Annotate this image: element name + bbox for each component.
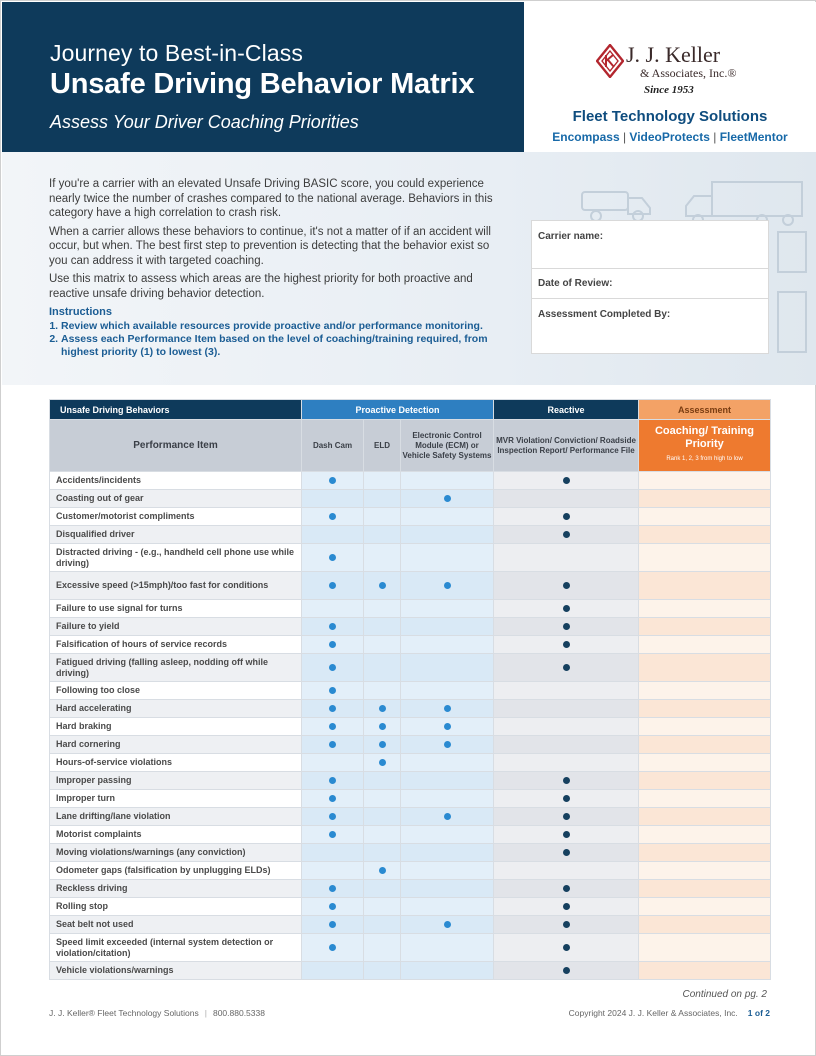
dot-marker-icon — [563, 623, 570, 630]
link-fleetmentor[interactable]: FleetMentor — [719, 130, 788, 144]
cell-mvr — [494, 808, 639, 826]
performance-item: Coasting out of gear — [50, 490, 302, 508]
completed-by-label: Assessment Completed By: — [538, 309, 671, 320]
matrix-row — [50, 826, 771, 844]
dot-marker-icon — [444, 741, 451, 748]
cell-eld — [364, 736, 401, 754]
matrix-row — [50, 962, 771, 980]
dot-marker-icon — [563, 795, 570, 802]
dot-marker-icon — [329, 687, 336, 694]
coaching-priority-input[interactable] — [639, 772, 771, 790]
cell-eld — [364, 772, 401, 790]
dot-marker-icon — [379, 741, 386, 748]
cell-dash — [302, 808, 364, 826]
continued-note: Continued on pg. 2 — [682, 989, 767, 1000]
instruction-item: 1. Review which available resources provide proactive and/or performance monitoring. — [61, 320, 501, 333]
cell-ecm — [401, 718, 494, 736]
cell-ecm — [401, 898, 494, 916]
performance-item: Vehicle violations/warnings — [50, 962, 302, 980]
coaching-priority-input[interactable] — [639, 898, 771, 916]
cell-mvr — [494, 490, 639, 508]
cell-ecm — [401, 916, 494, 934]
dot-marker-icon — [563, 605, 570, 612]
dot-marker-icon — [329, 795, 336, 802]
cell-ecm — [401, 600, 494, 618]
cell-mvr — [494, 654, 639, 682]
performance-item: Customer/motorist compliments — [50, 508, 302, 526]
cell-ecm — [401, 844, 494, 862]
completed-by-field[interactable] — [532, 299, 768, 353]
matrix-row — [50, 754, 771, 772]
link-encompass[interactable]: Encompass — [552, 130, 620, 144]
cell-mvr — [494, 682, 639, 700]
dot-marker-icon — [329, 477, 336, 484]
coaching-priority-label: Coaching/ Training Priority — [654, 425, 754, 450]
dot-marker-icon — [379, 582, 386, 589]
coaching-priority-input[interactable] — [639, 682, 771, 700]
cell-dash — [302, 772, 364, 790]
date-of-review-label: Date of Review: — [538, 278, 613, 289]
cell-dash — [302, 544, 364, 572]
matrix-row — [50, 508, 771, 526]
performance-item: Accidents/incidents — [50, 472, 302, 490]
cell-ecm — [401, 472, 494, 490]
group-header-behaviors: Unsafe Driving Behaviors — [50, 400, 302, 420]
cell-dash — [302, 618, 364, 636]
dot-marker-icon — [563, 664, 570, 671]
cell-ecm — [401, 808, 494, 826]
behavior-matrix-table — [49, 399, 771, 980]
cell-ecm — [401, 544, 494, 572]
cell-eld — [364, 826, 401, 844]
carrier-name-field[interactable] — [532, 221, 768, 269]
cell-dash — [302, 636, 364, 654]
dot-marker-icon — [444, 705, 451, 712]
coaching-priority-input[interactable] — [639, 754, 771, 772]
cell-ecm — [401, 736, 494, 754]
intro-paragraph-1: If you're a carrier with an elevated Unsafe Driving BASIC score, you could experience nearly twice the number of crashes compared to the national average. Behaviors in this category have a high correlation to crash risk. — [49, 178, 493, 219]
cell-ecm — [401, 772, 494, 790]
cell-dash — [302, 736, 364, 754]
cell-ecm — [401, 618, 494, 636]
cell-eld — [364, 654, 401, 682]
performance-item: Improper passing — [50, 772, 302, 790]
cell-mvr — [494, 508, 639, 526]
dot-marker-icon — [563, 849, 570, 856]
performance-item: Reckless driving — [50, 880, 302, 898]
coaching-priority-input[interactable] — [639, 808, 771, 826]
road-lines-icon — [772, 222, 812, 382]
cell-dash — [302, 962, 364, 980]
cell-mvr — [494, 962, 639, 980]
logo-name: J. J. Keller — [626, 42, 721, 67]
coaching-priority-input[interactable] — [639, 490, 771, 508]
cell-eld — [364, 508, 401, 526]
col-header-performance-item: Performance Item — [50, 420, 302, 472]
group-header-reactive: Reactive — [494, 400, 639, 420]
cell-mvr — [494, 934, 639, 962]
intro-paragraph-3: Use this matrix to assess which areas are the highest priority for both proactive and reactive unsafe driving behavior detection. — [49, 273, 473, 300]
matrix-row — [50, 772, 771, 790]
matrix-row — [50, 490, 771, 508]
page-title: Unsafe Driving Behavior Matrix — [50, 68, 475, 100]
cell-eld — [364, 636, 401, 654]
date-of-review-field[interactable] — [532, 269, 768, 299]
coaching-priority-input[interactable] — [639, 736, 771, 754]
cell-eld — [364, 880, 401, 898]
dot-marker-icon — [379, 705, 386, 712]
diamond-logo-icon — [596, 44, 624, 78]
dot-marker-icon — [329, 623, 336, 630]
coaching-priority-input[interactable] — [639, 600, 771, 618]
footer-brand: J. J. Keller® Fleet Technology Solutions — [49, 1008, 199, 1018]
performance-item: Rolling stop — [50, 898, 302, 916]
fts-title: Fleet Technology Solutions — [572, 108, 768, 125]
cell-dash — [302, 826, 364, 844]
cell-dash — [302, 508, 364, 526]
cell-eld — [364, 490, 401, 508]
matrix-row — [50, 844, 771, 862]
dot-marker-icon — [329, 705, 336, 712]
dot-marker-icon — [444, 723, 451, 730]
matrix-row — [50, 790, 771, 808]
coaching-priority-input[interactable] — [639, 844, 771, 862]
dot-marker-icon — [563, 813, 570, 820]
coaching-priority-input[interactable] — [639, 700, 771, 718]
cell-eld — [364, 754, 401, 772]
cell-mvr — [494, 844, 639, 862]
cell-eld — [364, 472, 401, 490]
dot-marker-icon — [563, 777, 570, 784]
cell-mvr — [494, 526, 639, 544]
dot-marker-icon — [563, 582, 570, 589]
cell-dash — [302, 472, 364, 490]
cell-eld — [364, 844, 401, 862]
page-subtitle: Assess Your Driver Coaching Priorities — [50, 112, 359, 132]
group-header-proactive: Proactive Detection — [302, 400, 494, 420]
header-banner — [2, 2, 524, 152]
performance-item: Disqualified driver — [50, 526, 302, 544]
cell-eld — [364, 600, 401, 618]
intro-text — [49, 177, 501, 359]
cell-ecm — [401, 962, 494, 980]
dot-marker-icon — [329, 741, 336, 748]
cell-mvr — [494, 544, 639, 572]
dot-marker-icon — [563, 531, 570, 538]
cell-dash — [302, 790, 364, 808]
dot-marker-icon — [379, 759, 386, 766]
matrix-row — [50, 472, 771, 490]
cell-dash — [302, 700, 364, 718]
matrix-row — [50, 934, 771, 962]
link-videoprotects[interactable]: VideoProtects — [629, 130, 710, 144]
cell-dash — [302, 916, 364, 934]
performance-item: Hard cornering — [50, 736, 302, 754]
intro-paragraph-2: When a carrier allows these behaviors to continue, it's not a matter of if an accident will occur, but when. The best first step to prevention is detecting that the behavior exist so you can address it with targeted coaching. — [49, 225, 491, 267]
performance-item: Fatigued driving (falling asleep, nodding off while driving) — [50, 654, 302, 682]
performance-item: Falsification of hours of service records — [50, 636, 302, 654]
performance-item: Hard accelerating — [50, 700, 302, 718]
coaching-priority-input[interactable] — [639, 718, 771, 736]
cell-eld — [364, 962, 401, 980]
cell-dash — [302, 898, 364, 916]
cell-eld — [364, 934, 401, 962]
matrix-row — [50, 916, 771, 934]
cell-ecm — [401, 700, 494, 718]
cell-dash — [302, 880, 364, 898]
cell-eld — [364, 790, 401, 808]
dot-marker-icon — [444, 582, 451, 589]
brand-panel — [524, 2, 816, 152]
logo-assoc: & Associates, Inc.® — [640, 66, 737, 80]
cell-eld — [364, 808, 401, 826]
matrix-row — [50, 600, 771, 618]
cell-mvr — [494, 916, 639, 934]
coaching-priority-input[interactable] — [639, 526, 771, 544]
dot-marker-icon — [329, 723, 336, 730]
dot-marker-icon — [563, 513, 570, 520]
cell-eld — [364, 718, 401, 736]
cell-mvr — [494, 600, 639, 618]
coaching-priority-input[interactable] — [639, 472, 771, 490]
performance-item: Hours-of-service violations — [50, 754, 302, 772]
dot-marker-icon — [329, 641, 336, 648]
cell-dash — [302, 600, 364, 618]
coaching-priority-input[interactable] — [639, 916, 771, 934]
dot-marker-icon — [563, 921, 570, 928]
matrix-row — [50, 526, 771, 544]
cell-dash — [302, 490, 364, 508]
cell-eld — [364, 618, 401, 636]
matrix-row — [50, 682, 771, 700]
instructions-heading: Instructions — [49, 306, 112, 318]
cell-dash — [302, 682, 364, 700]
matrix-row — [50, 736, 771, 754]
matrix-row — [50, 544, 771, 572]
matrix-body — [50, 472, 771, 980]
cell-dash — [302, 572, 364, 600]
dot-marker-icon — [329, 903, 336, 910]
cell-mvr — [494, 772, 639, 790]
cell-dash — [302, 844, 364, 862]
coaching-priority-input[interactable] — [639, 790, 771, 808]
performance-item: Lane drifting/lane violation — [50, 808, 302, 826]
footer-copyright: Copyright 2024 J. J. Keller & Associates, Inc. — [568, 1008, 738, 1018]
cell-eld — [364, 862, 401, 880]
col-header-dash-cam: Dash Cam — [302, 420, 364, 472]
cell-mvr — [494, 826, 639, 844]
dot-marker-icon — [379, 867, 386, 874]
dot-marker-icon — [329, 554, 336, 561]
cell-dash — [302, 654, 364, 682]
dot-marker-icon — [329, 582, 336, 589]
cell-dash — [302, 526, 364, 544]
performance-item: Hard braking — [50, 718, 302, 736]
performance-item: Distracted driving - (e.g., handheld cell phone use while driving) — [50, 544, 302, 572]
cell-mvr — [494, 700, 639, 718]
cell-eld — [364, 916, 401, 934]
dot-marker-icon — [329, 777, 336, 784]
cell-mvr — [494, 862, 639, 880]
coaching-priority-input[interactable] — [639, 826, 771, 844]
cell-ecm — [401, 526, 494, 544]
cell-dash — [302, 934, 364, 962]
cell-dash — [302, 862, 364, 880]
matrix-row — [50, 862, 771, 880]
matrix-row — [50, 572, 771, 600]
matrix-row — [50, 898, 771, 916]
coaching-priority-input[interactable] — [639, 572, 771, 600]
matrix-row — [50, 618, 771, 636]
matrix-row — [50, 700, 771, 718]
dot-marker-icon — [329, 885, 336, 892]
coaching-priority-input[interactable] — [639, 636, 771, 654]
cell-mvr — [494, 572, 639, 600]
cell-ecm — [401, 790, 494, 808]
coaching-priority-input[interactable] — [639, 880, 771, 898]
cell-mvr — [494, 898, 639, 916]
dot-marker-icon — [563, 903, 570, 910]
instructions — [49, 320, 501, 359]
performance-item: Seat belt not used — [50, 916, 302, 934]
carrier-name-label: Carrier name: — [538, 231, 604, 242]
cell-dash — [302, 754, 364, 772]
cell-ecm — [401, 754, 494, 772]
performance-item: Improper turn — [50, 790, 302, 808]
coaching-priority-input[interactable] — [639, 654, 771, 682]
fts-links: Encompass | VideoProtects | FleetMentor — [552, 130, 788, 144]
cell-ecm — [401, 880, 494, 898]
cell-ecm — [401, 572, 494, 600]
jj-keller-logo — [596, 42, 746, 102]
cell-mvr — [494, 472, 639, 490]
cell-mvr — [494, 736, 639, 754]
cell-eld — [364, 700, 401, 718]
dot-marker-icon — [563, 477, 570, 484]
dot-marker-icon — [563, 885, 570, 892]
dot-marker-icon — [563, 967, 570, 974]
dot-marker-icon — [329, 513, 336, 520]
dot-marker-icon — [563, 944, 570, 951]
performance-item: Failure to yield — [50, 618, 302, 636]
cell-ecm — [401, 826, 494, 844]
cell-ecm — [401, 636, 494, 654]
dot-marker-icon — [329, 944, 336, 951]
cell-mvr — [494, 790, 639, 808]
cell-ecm — [401, 682, 494, 700]
cell-mvr — [494, 880, 639, 898]
header-kicker: Journey to Best-in-Class — [50, 40, 303, 66]
cell-mvr — [494, 636, 639, 654]
col-header-coaching-priority — [639, 420, 771, 472]
coaching-priority-input[interactable] — [639, 544, 771, 572]
cell-ecm — [401, 862, 494, 880]
cell-ecm — [401, 490, 494, 508]
dot-marker-icon — [329, 664, 336, 671]
coaching-priority-input[interactable] — [639, 934, 771, 962]
dot-marker-icon — [329, 921, 336, 928]
col-header-ecm: Electronic Control Module (ECM) or Vehicle Safety Systems — [401, 420, 494, 472]
coaching-priority-input[interactable] — [639, 862, 771, 880]
page-number: 1 of 2 — [747, 1008, 770, 1018]
instruction-item: 2. Assess each Performance Item based on the level of coaching/training required, from highest priority (1) to lowest (3). — [61, 333, 501, 359]
coaching-priority-input[interactable] — [639, 618, 771, 636]
performance-item: Odometer gaps (falsification by unplugging ELDs) — [50, 862, 302, 880]
cell-ecm — [401, 508, 494, 526]
group-header-assessment: Assessment — [639, 400, 771, 420]
cell-ecm — [401, 654, 494, 682]
performance-item: Following too close — [50, 682, 302, 700]
matrix-row — [50, 880, 771, 898]
cell-ecm — [401, 934, 494, 962]
cell-mvr — [494, 618, 639, 636]
performance-item: Moving violations/warnings (any conviction) — [50, 844, 302, 862]
review-form — [531, 220, 769, 354]
performance-item: Speed limit exceeded (internal system detection or violation/citation) — [50, 934, 302, 962]
footer-phone: 800.880.5338 — [212, 1008, 265, 1018]
cell-mvr — [494, 718, 639, 736]
dot-marker-icon — [444, 495, 451, 502]
cell-mvr — [494, 754, 639, 772]
dot-marker-icon — [444, 813, 451, 820]
coaching-priority-input[interactable] — [639, 962, 771, 980]
matrix-row — [50, 808, 771, 826]
matrix-row — [50, 636, 771, 654]
cell-eld — [364, 544, 401, 572]
cell-dash — [302, 718, 364, 736]
cell-eld — [364, 526, 401, 544]
logo-since: Since 1953 — [644, 84, 694, 96]
cell-eld — [364, 682, 401, 700]
dot-marker-icon — [563, 831, 570, 838]
dot-marker-icon — [444, 921, 451, 928]
cell-eld — [364, 898, 401, 916]
coaching-priority-note: Rank 1, 2, 3 from high to low — [666, 456, 743, 462]
dot-marker-icon — [563, 641, 570, 648]
matrix-row — [50, 654, 771, 682]
col-header-eld: ELD — [364, 420, 401, 472]
matrix-row — [50, 718, 771, 736]
performance-item: Motorist complaints — [50, 826, 302, 844]
dot-marker-icon — [329, 831, 336, 838]
coaching-priority-input[interactable] — [639, 508, 771, 526]
performance-item: Excessive speed (>15mph)/too fast for conditions — [50, 572, 302, 600]
cell-eld — [364, 572, 401, 600]
page: Journey to Best-in-Class Unsafe Driving Behavior Matrix Assess Your Driver Coaching Priorities J. J. Keller & Associates, Inc.® Since 1953 Fleet Technology Solutions Encompass | VideoProtects | FleetMentor If you're a carrier with an elevated Unsafe Driving BASIC score, you could experience nearly twice the number of crashes compared to the national average. Behaviors in this category have a high correlation to crash risk. When a carrier allows these behaviors to continue, it's not a matter of if an accident will occur, but when. The best first step to prevention is detecting that the behavior exist so you can address it with targeted coaching. Use this matrix to assess which areas are the highest priority for both proactive and reactive unsafe driving behavior detection. Instructions 1. Review which available resources provide proactive and/or performance monitoring. 2. Assess each Performance Item based on the level of coaching/training required, from highest priority (1) to lowest (3). Carrier name: Date of Review: Assessment Completed By: Unsafe Driving Behaviors Proactive Detection Reactive Assessment Performance Item Dash Cam ELD Electronic Control Module (ECM) or Vehicle Safety Systems MVR Violation/ Conviction/ Roadside Inspection Report/ Performance File Coaching/ Training Priority Rank 1, 2, 3 from high to low Accidents/incidents Coasting out of gear Customer/motorist compliments Disqualified driver Distracted driving - (e.g., handheld cell phone use while driving) Excessive speed (>15mph)/too fast for conditions Failure to use signal for turns Failure to yield Falsification of hours of service records Fatigued driving (falling asleep, nodding off while driving) Following too close Hard accelerating Hard braking Hard cornering Hours-of-service violations Improper passing Improper turn Lane drifting/lane violation Motorist complaints Moving violations/warnings (any conviction) Odometer gaps (falsification by unplugging ELDs) Reckless driving Rolling stop Seat belt not used Speed limit exceeded (internal system detection or violation/citation) Vehicle violations/warnings Continued on pg. 2 J. J. Keller® Fleet Technology Solutions | 800.880.5338 Copyright 2024 J. J. Keller & Associates, Inc. 1 of 2 — [0, 0, 816, 1056]
dot-marker-icon — [329, 813, 336, 820]
col-header-mvr: MVR Violation/ Conviction/ Roadside Inspection Report/ Performance File — [494, 420, 639, 472]
performance-item: Failure to use signal for turns — [50, 600, 302, 618]
dot-marker-icon — [379, 723, 386, 730]
